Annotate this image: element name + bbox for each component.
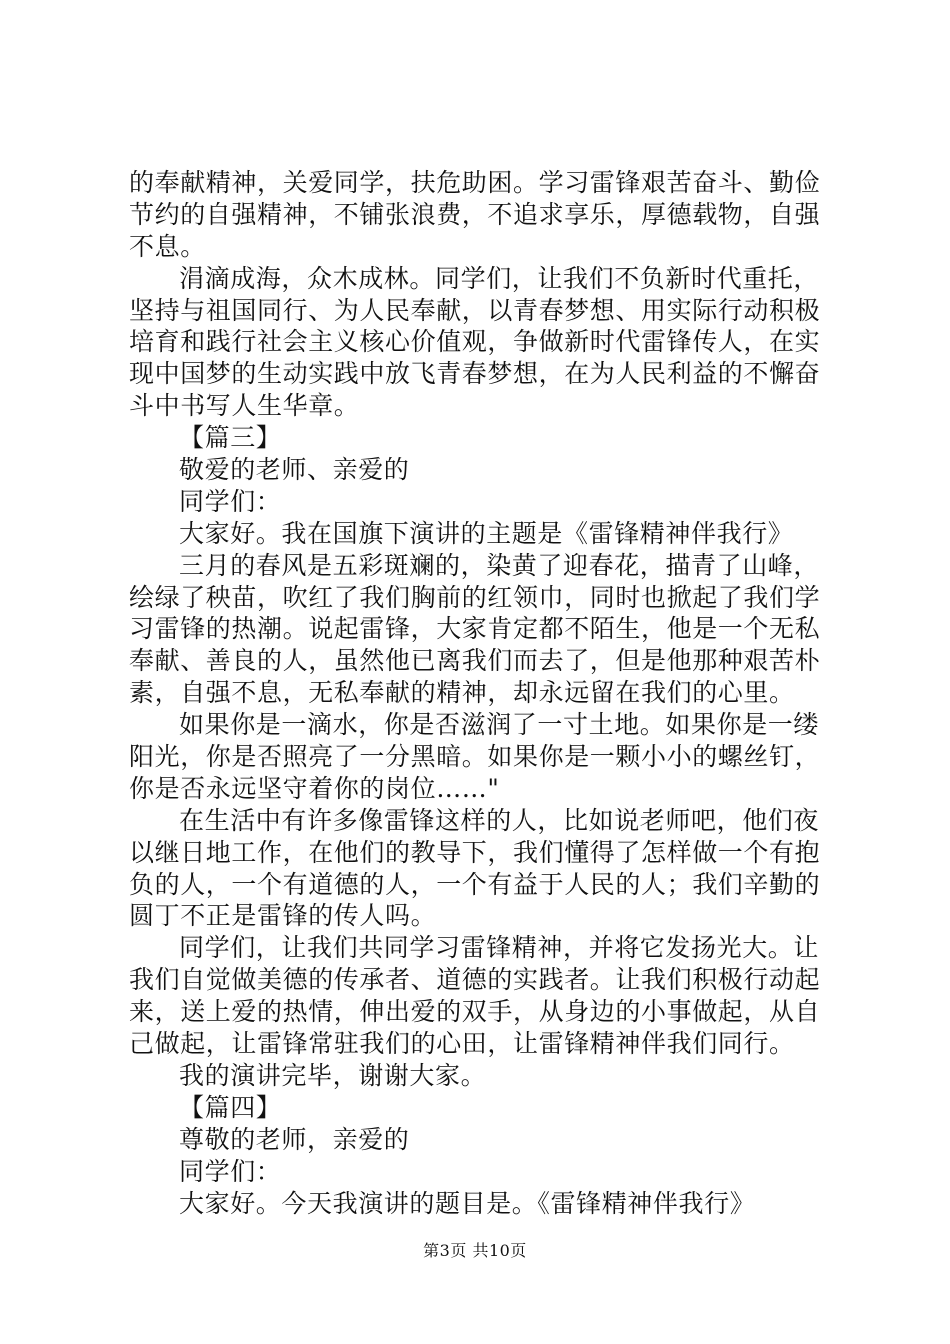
text-line: 三月的春风是五彩斑斓的，染黄了迎春花，描青了山峰， <box>179 550 820 580</box>
text-line: 来，送上爱的热情，伸出爱的双手，从身边的小事做起，从自 <box>129 997 821 1027</box>
text-line: 现中国梦的生动实践中放飞青春梦想，在为人民利益的不懈奋 <box>129 359 821 389</box>
text-line: 同学们： <box>179 486 282 516</box>
text-line: 不息。 <box>129 231 206 261</box>
text-line: 以继日地工作，在他们的教导下，我们懂得了怎样做一个有抱 <box>129 837 821 867</box>
text-line: 大家好。今天我演讲的题目是。《雷锋精神伴我行》 <box>179 1188 756 1218</box>
text-line: 斗中书写人生华章。 <box>129 391 360 421</box>
text-line: 大家好。我在国旗下演讲的主题是《雷锋精神伴我行》 <box>179 518 794 548</box>
text-line: 圆丁不正是雷锋的传人吗。 <box>129 901 437 931</box>
text-line: 的奉献精神，关爱同学，扶危助困。学习雷锋艰苦奋斗、勤俭 <box>129 168 821 197</box>
text-line: 【篇四】 <box>179 1092 282 1122</box>
text-line: 同学们，让我们共同学习雷锋精神，并将它发扬光大。让 <box>179 933 820 963</box>
text-line: 我的演讲完毕，谢谢大家。 <box>179 1060 487 1090</box>
page-number-footer: 第3页 共10页 <box>423 1241 527 1260</box>
text-line: 你是否永远坚守着你的岗位……" <box>129 773 500 803</box>
text-line: 我们自觉做美德的传承者、道德的实践者。让我们积极行动起 <box>129 965 821 995</box>
text-line: 负的人，一个有道德的人，一个有益于人民的人；我们辛勤的 <box>129 869 821 899</box>
text-line: 尊敬的老师，亲爱的 <box>179 1124 410 1154</box>
document-body <box>129 167 834 1219</box>
text-line: 习雷锋的热潮。说起雷锋，大家肯定都不陌生，他是一个无私 <box>129 614 821 644</box>
text-line: 奉献、善良的人，虽然他已离我们而去了，但是他那种艰苦朴 <box>129 646 821 676</box>
text-line: 己做起，让雷锋常驻我们的心田，让雷锋精神伴我们同行。 <box>129 1029 795 1059</box>
text-line: 阳光，你是否照亮了一分黑暗。如果你是一颗小小的螺丝钉， <box>129 742 821 772</box>
text-line: 在生活中有许多像雷锋这样的人，比如说老师吧，他们夜 <box>179 805 820 835</box>
text-line: 培育和践行社会主义核心价值观，争做新时代雷锋传人，在实 <box>129 327 821 357</box>
text-line: 坚持与祖国同行、为人民奉献，以青春梦想、用实际行动积极 <box>129 295 821 325</box>
text-line: 涓滴成海，众木成林。同学们，让我们不负新时代重托， <box>179 263 820 293</box>
text-line: 绘绿了秧苗，吹红了我们胸前的红领巾，同时也掀起了我们学 <box>129 582 821 612</box>
text-line: 如果你是一滴水，你是否滋润了一寸土地。如果你是一缕 <box>179 710 820 740</box>
text-line: 【篇三】 <box>179 423 282 453</box>
text-line: 敬爱的老师、亲爱的 <box>179 455 410 485</box>
text-line: 同学们： <box>179 1156 282 1186</box>
text-line: 节约的自强精神，不铺张浪费，不追求享乐，厚德载物，自强 <box>129 199 821 229</box>
text-line: 素，自强不息，无私奉献的精神，却永远留在我们的心里。 <box>129 678 795 708</box>
